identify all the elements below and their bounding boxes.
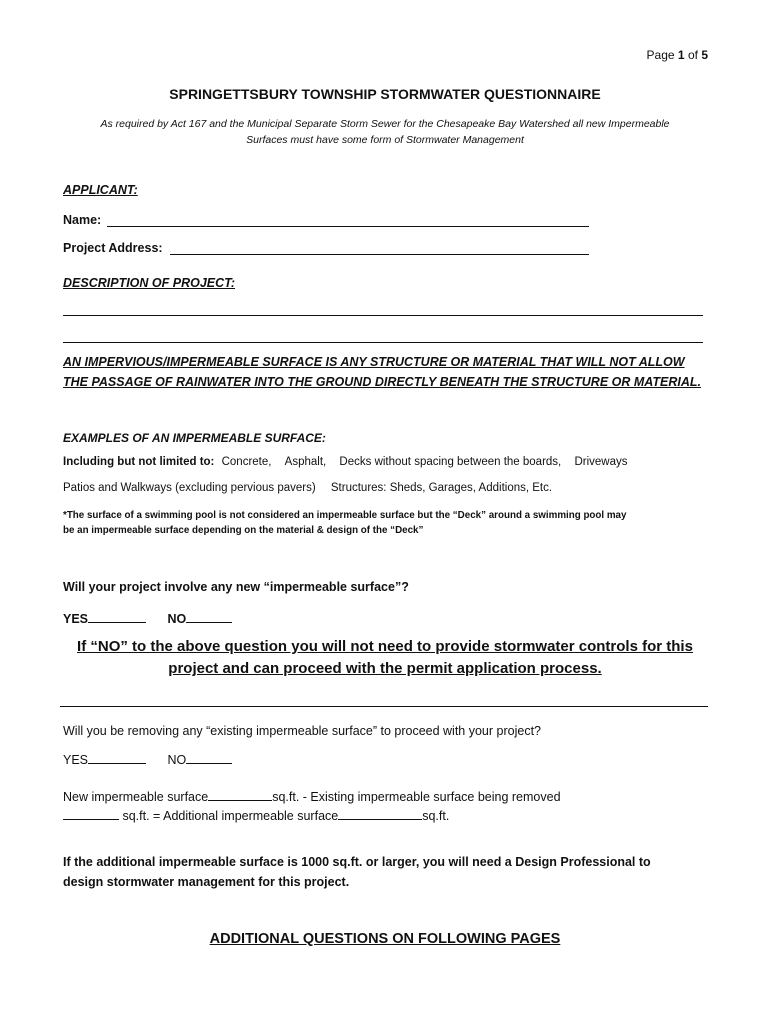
new-surface-sqft-field[interactable] [208, 788, 272, 801]
calc-line-2: sq.ft. = Additional impermeable surface sq.ft. [63, 807, 449, 823]
name-field[interactable] [107, 226, 589, 227]
description-heading: DESCRIPTION OF PROJECT: [63, 276, 236, 290]
yes-answer-field[interactable] [88, 610, 146, 623]
examples-lead: Including but not limited to: [63, 456, 215, 468]
design-notice-line-1: If the additional impermeable surface is 1000 sq.ft. or larger, you will need a Design Professional to [63, 855, 651, 869]
yes-answer-field[interactable] [88, 751, 146, 764]
design-notice-line-2: design stormwater management for this project. [63, 875, 350, 889]
no-answer-field[interactable] [186, 610, 232, 623]
example-item: Driveways [574, 456, 628, 468]
no-notice-line-1: If “NO” to the above question you will not need to provide stormwater controls for this [77, 638, 693, 655]
page-number: Page 1 of 5 [646, 48, 708, 62]
examples-heading: EXAMPLES OF AN IMPERMEABLE SURFACE: [63, 431, 326, 445]
example-item: Asphalt, [284, 456, 327, 468]
question-2-options: YES NO [63, 751, 232, 767]
definition-line-2: THE PASSAGE OF RAINWATER INTO THE GROUND DIRECTLY BENEATH THE STRUCTURE OR MATERIAL. [63, 375, 701, 389]
applicant-heading: APPLICANT: [63, 183, 138, 197]
question-1-options: YES NO [63, 610, 232, 626]
calc-line-1: New impermeable surface sq.ft. - Existing impermeable surface being removed [63, 790, 561, 804]
definition-line-1: AN IMPERVIOUS/IMPERMEABLE SURFACE IS ANY STRUCTURE OR MATERIAL THAT WILL NOT ALLOW [63, 355, 685, 369]
examples-row-1 [63, 456, 628, 468]
example-item: Concrete, [221, 456, 272, 468]
description-line-1[interactable] [63, 315, 703, 316]
pool-note-line-1: *The surface of a swimming pool is not considered an impermeable surface but the “Deck” around a swimming pool may [63, 510, 627, 521]
subtitle-line-1: As required by Act 167 and the Municipal Separate Storm Sewer for the Chesapeake Bay Watershed all new Impermeable [100, 118, 670, 130]
no-answer-field[interactable] [186, 751, 232, 764]
description-line-2[interactable] [63, 342, 703, 343]
project-address-label: Project Address: [63, 241, 163, 255]
name-label: Name: [63, 213, 102, 227]
pool-note-line-2: be an impermeable surface depending on the material & design of the “Deck” [63, 525, 424, 536]
question-removing-surface: Will you be removing any “existing impermeable surface” to proceed with your project? [63, 724, 541, 738]
removed-surface-sqft-field[interactable] [63, 807, 119, 820]
page-title: SPRINGETTSBURY TOWNSHIP STORMWATER QUESTIONNAIRE [169, 86, 601, 102]
example-item: Decks without spacing between the boards, [339, 456, 562, 468]
additional-surface-sqft-field[interactable] [338, 807, 422, 820]
footer-notice: ADDITIONAL QUESTIONS ON FOLLOWING PAGES [209, 931, 561, 947]
section-divider [60, 706, 708, 707]
no-notice-line-2: project and can proceed with the permit application process. [168, 660, 602, 677]
examples-row-2: Patios and Walkways (excluding pervious pavers) Structures: Sheds, Garages, Additions, Etc. [63, 482, 553, 494]
question-new-surface: Will your project involve any new “impermeable surface”? [63, 580, 409, 594]
subtitle-line-2: Surfaces must have some form of Stormwater Management [246, 134, 524, 146]
project-address-field[interactable] [170, 254, 589, 255]
